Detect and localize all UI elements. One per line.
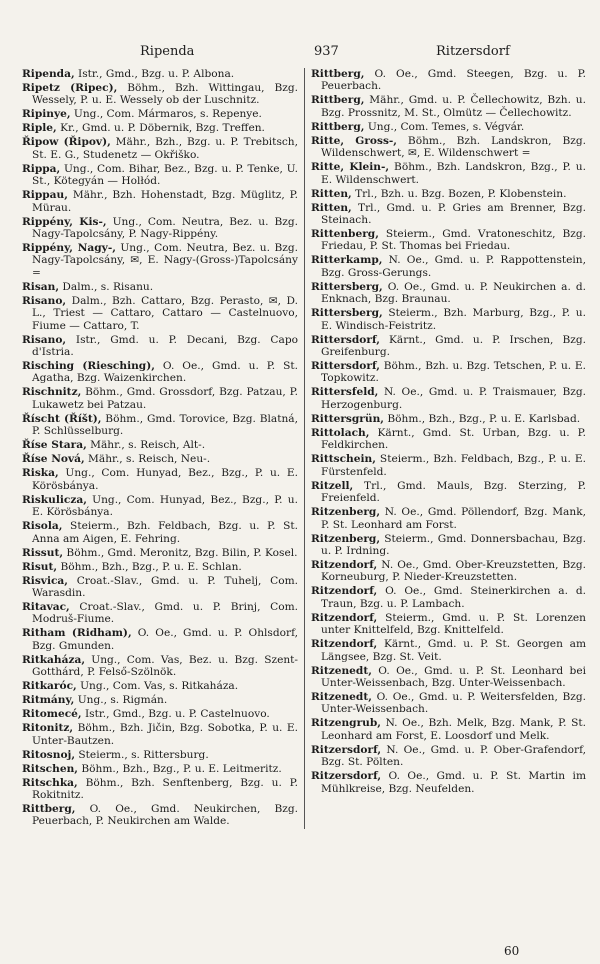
entry-headword: Risano, xyxy=(22,333,67,346)
gazetteer-entry xyxy=(311,254,586,279)
gazetteer-entry xyxy=(22,520,298,545)
entry-headword: Ritzenedt, xyxy=(311,690,372,703)
entry-headword: Rittersgrün, xyxy=(311,412,384,425)
entry-description: O. Oe., Gmd. Neukirchen, Bzg. Peuerbach, P. Neukirchen am Walde. xyxy=(32,802,298,828)
gazetteer-entry xyxy=(22,803,298,828)
entry-headword: Riska, xyxy=(22,467,59,480)
gazetteer-entry xyxy=(311,386,586,411)
gazetteer-entry xyxy=(311,480,586,505)
entry-headword: Ritten, xyxy=(311,187,352,200)
right-column xyxy=(304,68,586,829)
entry-headword: Rittolach, xyxy=(311,426,370,439)
entry-headword: Ritzersdorf, xyxy=(311,743,382,756)
entry-description: N. Oe., Gmd. Pöllendorf, Bzg. Mank, P. St. Leonhard am Forst. xyxy=(321,506,586,531)
entry-headword: Ritten, xyxy=(311,201,352,214)
entry-headword: Ritzendorf, xyxy=(311,558,378,571)
gazetteer-entry xyxy=(22,694,298,706)
entry-description: Böhm., Bzh. Wittingau, Bzg. Wessely, P. u. E. Wessely ob der Luschnitz. xyxy=(32,82,298,107)
entry-description: Ung., Com. Hunyad, Bez., Bzg., P. u. E. Körösbánya. xyxy=(32,493,298,519)
gazetteer-entry xyxy=(311,585,586,610)
entry-description: Mähr., Bzh. Hohenstadt, Bzg. Müglitz, P. Mürau. xyxy=(32,189,298,214)
gazetteer-entry xyxy=(311,188,586,200)
entry-description: O. Oe., Gmd. u. P. St. Martin im Mühlkreise, Bzg. Neufelden. xyxy=(321,770,586,795)
entry-description: Steierm., Bzh. Marburg, Bzg., P. u. E. Windisch-Feistritz. xyxy=(321,307,586,332)
entry-headword: Ritschen, xyxy=(22,762,78,775)
gazetteer-entry xyxy=(22,494,298,519)
gazetteer-entry xyxy=(311,453,586,478)
entry-headword: Rippény, Kis-, xyxy=(22,215,107,228)
entry-headword: Risano, xyxy=(22,294,67,307)
gazetteer-entry xyxy=(22,749,298,761)
entry-headword: Ritterkamp, xyxy=(311,254,383,267)
entry-headword: Ritavac, xyxy=(22,600,70,613)
gazetteer-entry xyxy=(22,189,298,214)
gazetteer-entry xyxy=(311,770,586,795)
entry-description: Trl., Bzh. u. Bzg. Bozen, P. Klobenstein. xyxy=(351,187,567,200)
entry-description: Ung., Com. Neutra, Bez. u. Bzg. Nagy-Tapolcsány, ✉, E. Nagy-(Gross-)Tapolcsány = xyxy=(32,242,298,279)
gazetteer-entry xyxy=(311,94,586,119)
gazetteer-entry xyxy=(22,777,298,802)
entry-headword: Rippény, Nagy-, xyxy=(22,242,116,255)
entry-description: Steierm., Gmd. Donnersbachau, Bzg. u. P. Irdning. xyxy=(321,532,586,557)
entry-description: Böhm., Bzh., Bzg., P. u. E. Karlsbad. xyxy=(383,412,581,425)
gazetteer-entry xyxy=(311,427,586,452)
entry-description: Böhm., Bzh., Bzg., P. u. E. Schlan. xyxy=(57,560,242,573)
entry-headword: Ritosnoj, xyxy=(22,748,76,761)
entry-description: Böhm., Gmd. Torovice, Bzg. Blatná, P. Schlüsselburg. xyxy=(32,412,298,438)
entry-headword: Risvica, xyxy=(22,574,68,587)
entry-description: O. Oe., Gmd. u. P. St. Leonhard bei Unter-Weissenbach, Bzg. Unter-Weissenbach. xyxy=(321,664,586,689)
gazetteer-entry xyxy=(22,680,298,692)
gazetteer-entry xyxy=(22,334,298,359)
gazetteer-entry xyxy=(22,439,298,451)
entry-description: Trl., Gmd. u. P. Gries am Brenner, Bzg. Steinach. xyxy=(321,201,586,227)
header-first-entry: Ripenda xyxy=(140,44,195,59)
gazetteer-entry xyxy=(22,216,298,241)
entry-headword: Řipow (Řipov), xyxy=(22,136,111,149)
gazetteer-entry xyxy=(22,163,298,188)
gazetteer-entry xyxy=(311,638,586,663)
gazetteer-entry xyxy=(311,334,586,359)
entry-description: Trl., Gmd. Mauls, Bzg. Sterzing, P. Freienfeld. xyxy=(321,479,586,505)
entry-headword: Rischnitz, xyxy=(22,386,82,399)
gazetteer-entry xyxy=(22,708,298,720)
entry-description: Steierm., s. Rittersburg. xyxy=(75,748,209,761)
entry-description: N. Oe., Gmd. Ober-Kreuzstetten, Bzg. Korneuburg, P. Nieder-Kreuzstetten. xyxy=(321,558,586,584)
entry-headword: Risching (Riesching), xyxy=(22,360,155,373)
entry-headword: Ritschka, xyxy=(22,776,78,789)
gazetteer-entry xyxy=(311,691,586,716)
entry-headword: Risut, xyxy=(22,560,58,573)
entry-headword: Ritte, Gross-, xyxy=(311,134,397,147)
entry-headword: Rissut, xyxy=(22,546,64,559)
gazetteer-entry xyxy=(22,575,298,600)
entry-description: Böhm., Gmd. Meronitz, Bzg. Bilin, P. Kosel. xyxy=(63,546,298,559)
gazetteer-entry xyxy=(311,744,586,769)
entry-headword: Ritzengrub, xyxy=(311,717,381,730)
entry-headword: Ritzell, xyxy=(311,479,354,492)
entry-description: N. Oe., Gmd. u. P. Ober-Grafendorf, Bzg. St. Pölten. xyxy=(321,743,586,769)
entry-description: O. Oe., Gmd. u. P. Ohlsdorf, Bzg. Gmunden. xyxy=(32,627,298,652)
entry-headword: Ritzenberg, xyxy=(311,506,381,519)
running-header xyxy=(22,44,586,68)
entry-headword: Rittersdorf, xyxy=(311,333,380,346)
entry-headword: Rittberg, xyxy=(22,802,76,815)
entry-headword: Ripinye, xyxy=(22,108,71,121)
entry-description: O. Oe., Gmd. Steegen, Bzg. u. P. Peuerbach. xyxy=(321,68,586,93)
entry-description: Dalm., Bzh. Cattaro, Bzg. Perasto, ✉, D. L., Triest — Cattaro, Cattaro — Castelnuovo, Fiume — Cattaro, T. xyxy=(32,294,298,332)
entry-description: Ung., Com. Temes, s. Végvár. xyxy=(364,120,525,133)
entry-headword: Risola, xyxy=(22,520,63,533)
gazetteer-entry xyxy=(311,533,586,558)
gazetteer-entry xyxy=(311,413,586,425)
entry-description: Steierm., Bzh. Feldbach, Bzg., P. u. E. Fürstenfeld. xyxy=(321,453,586,478)
entry-description: Steierm., Bzh. Feldbach, Bzg. u. P. St. Anna am Aigen, E. Fehring. xyxy=(32,520,298,545)
gazetteer-entry xyxy=(22,453,298,465)
entry-headword: Ritomecé, xyxy=(22,708,82,721)
entry-description: Mähr., Bzh., Bzg. u. P. Trebitsch, St. E. G., Studenetz — Okřiško. xyxy=(32,136,298,161)
entry-headword: Ritzenedt, xyxy=(311,664,372,677)
entry-headword: Ripenda, xyxy=(22,68,75,80)
entry-headword: Riple, xyxy=(22,122,57,135)
entry-headword: Ritzendorf, xyxy=(311,638,378,651)
gazetteer-entry xyxy=(22,763,298,775)
entry-headword: Rittberg, xyxy=(311,68,365,80)
entry-description: O. Oe., Gmd. u. P. Weitersfelden, Bzg. Unter-Weissenbach. xyxy=(321,690,586,716)
entry-description: Ung., Com. Neutra, Bez. u. Bzg. Nagy-Tapolcsány, P. Nagy-Rippény. xyxy=(32,215,298,241)
gazetteer-entry xyxy=(22,561,298,573)
entry-description: Kärnt., Gmd. u. P. St. Georgen am Längsee, Bzg. St. Veit. xyxy=(321,638,586,663)
gazetteer-entry xyxy=(22,82,298,107)
gazetteer-entry xyxy=(311,612,586,637)
entry-description: Böhm., Bzh. Jičin, Bzg. Sobotka, P. u. E. Unter-Bautzen. xyxy=(32,722,298,747)
entry-headword: Rittenberg, xyxy=(311,228,379,241)
entry-description: Böhm., Gmd. Grossdorf, Bzg. Patzau, P. Lukawetz bei Patzau. xyxy=(32,386,298,411)
entry-description: Böhm., Bzh., Bzg., P. u. E. Leitmeritz. xyxy=(77,762,282,775)
header-last-entry: Ritzersdorf xyxy=(436,44,510,59)
gazetteer-entry xyxy=(311,228,586,253)
gazetteer-entry xyxy=(22,108,298,120)
gazetteer-entry xyxy=(22,242,298,279)
gazetteer-entry xyxy=(311,506,586,531)
gazetteer-entry xyxy=(22,413,298,438)
entry-headword: Ritham (Ridham), xyxy=(22,627,132,640)
entry-description: Kärnt., Gmd. u. P. Irschen, Bzg. Greifenburg. xyxy=(321,333,586,359)
gazetteer-entry xyxy=(311,360,586,385)
entry-description: Böhm., Bzh. Landskron, Bzg. Wildenschwert, ✉, E. Wildenschwert = xyxy=(321,134,586,160)
gazetteer-entry xyxy=(22,654,298,679)
left-column xyxy=(22,68,304,829)
entry-description: Böhm., Bzh. Landskron, Bzg., P. u. E. Wildenschwert. xyxy=(321,161,586,186)
entry-description: Istr., Gmd. u. P. Decani, Bzg. Capo d'Istria. xyxy=(32,333,298,359)
gazetteer-entry xyxy=(311,717,586,742)
entry-description: Croat.-Slav., Gmd. u. P. Brinj, Com. Modruš-Fiume. xyxy=(32,600,298,626)
entry-description: N. Oe., Gmd. u. P. Traismauer, Bzg. Herzogenburg. xyxy=(321,386,586,411)
entry-headword: Ritzendorf, xyxy=(311,611,378,624)
entry-description: Steierm., Gmd. Vratoneschitz, Bzg. Friedau, P. St. Thomas bei Friedau. xyxy=(321,228,586,253)
entry-headword: Risan, xyxy=(22,280,60,293)
entry-headword: Rittschein, xyxy=(311,453,376,466)
entry-headword: Ritte, Klein-, xyxy=(311,161,390,174)
page-number: 937 xyxy=(314,44,339,59)
entry-description: Böhm., Bzh. Senftenberg, Bzg. u. P. Rokitnitz. xyxy=(32,776,298,801)
gazetteer-entry xyxy=(22,722,298,747)
entry-headword: Ritzendorf, xyxy=(311,585,378,598)
entry-headword: Ritkaháza, xyxy=(22,653,86,666)
entry-headword: Riskulicza, xyxy=(22,493,87,506)
entry-description: Kärnt., Gmd. St. Urban, Bzg. u. P. Feldkirchen. xyxy=(321,426,586,452)
gazetteer-entry xyxy=(22,547,298,559)
entry-description: Mähr., s. Reisch, Alt-. xyxy=(86,439,206,452)
signature-mark: 60 xyxy=(504,944,520,958)
entry-description: Istr., Gmd., Bzg. u. P. Castelnuovo. xyxy=(81,708,270,721)
entry-headword: Rittersfeld, xyxy=(311,386,379,399)
entry-description: Ung., Com. Bihar, Bez., Bzg. u. P. Tenke, U. St., Kötegyán — Holłód. xyxy=(32,162,298,188)
entry-headword: Říscht (Říšt), xyxy=(22,412,102,425)
entry-description: Croat.-Slav., Gmd. u. P. Tuhelj, Com. Warasdin. xyxy=(32,574,298,599)
entry-description: Mähr., s. Reisch, Neu-. xyxy=(84,453,211,466)
gazetteer-entry xyxy=(311,135,586,160)
entry-columns xyxy=(22,68,586,829)
gazetteer-entry xyxy=(311,202,586,227)
entry-description: Böhm., Bzh. u. Bzg. Tetschen, P. u. E. Topkowitz. xyxy=(321,360,586,385)
entry-description: Dalm., s. Risanu. xyxy=(59,280,154,293)
gazetteer-entry xyxy=(22,601,298,626)
gazetteer-entry xyxy=(22,360,298,385)
gazetteer-entry xyxy=(311,161,586,186)
gazetteer-entry xyxy=(22,122,298,134)
gazetteer-entry xyxy=(22,627,298,652)
entry-description: Ung., Com. Hunyad, Bez., Bzg., P. u. E. Körösbánya. xyxy=(32,467,298,492)
entry-headword: Rittersberg, xyxy=(311,307,383,320)
gazetteer-entry xyxy=(311,559,586,584)
entry-description: Ung., Com. Mármaros, s. Repenye. xyxy=(70,108,262,121)
gazetteer-entry xyxy=(22,295,298,332)
entry-description: Ung., Com. Vas, Bez. u. Bzg. Szent-Gotthárd, P. Felső-Szölnök. xyxy=(32,653,298,679)
entry-headword: Ritonitz, xyxy=(22,722,74,735)
entry-description: O. Oe., Gmd. u. P. St. Agatha, Bzg. Waizenkirchen. xyxy=(32,360,298,385)
gazetteer-entry xyxy=(311,121,586,133)
entry-headword: Ripetz (Ripec), xyxy=(22,82,118,94)
entry-headword: Rittberg, xyxy=(311,120,365,133)
entry-headword: Rippau, xyxy=(22,189,68,202)
entry-headword: Rittberg, xyxy=(311,94,365,107)
gazetteer-entry xyxy=(311,68,586,93)
entry-headword: Ritkaróc, xyxy=(22,680,77,693)
entry-headword: Rittersdorf, xyxy=(311,360,380,373)
gazetteer-entry xyxy=(22,386,298,411)
entry-description: N. Oe., Bzh. Melk, Bzg. Mank, P. St. Leonhard am Forst, E. Loosdorf und Melk. xyxy=(321,717,586,742)
gazetteer-entry xyxy=(311,665,586,690)
gazetteer-entry xyxy=(22,281,298,293)
entry-description: O. Oe., Gmd. Steinerkirchen a. d. Traun, Bzg. u. P. Lambach. xyxy=(321,585,586,610)
entry-description: Mähr., Gmd. u. P. Čellechowitz, Bzh. u. Bzg. Prossnitz, M. St., Olmütz — Čellechowitz. xyxy=(321,94,586,119)
entry-description: Istr., Gmd., Bzg. u. P. Albona. xyxy=(74,68,235,80)
gazetteer-entry xyxy=(22,467,298,492)
entry-description: Kr., Gmd. u. P. Döbernik, Bzg. Treffen. xyxy=(56,122,265,135)
entry-description: Ung., s. Rigmán. xyxy=(74,694,168,707)
entry-description: O. Oe., Gmd. u. P. Neukirchen a. d. Enknach, Bzg. Braunau. xyxy=(321,280,586,306)
entry-description: N. Oe., Gmd. u. P. Rappottenstein, Bzg. Gross-Gerungs. xyxy=(321,254,586,279)
entry-headword: Říse Stara, xyxy=(22,439,87,452)
gazetteer-entry xyxy=(22,136,298,161)
entry-description: Ung., Com. Vas, s. Ritkaháza. xyxy=(76,680,239,693)
entry-headword: Ritzersdorf, xyxy=(311,770,382,783)
entry-description: Steierm., Gmd. u. P. St. Lorenzen unter Knittelfeld, Bzg. Knittelfeld. xyxy=(321,611,586,637)
gazetteer-entry xyxy=(311,307,586,332)
entry-headword: Rittersberg, xyxy=(311,280,383,293)
gazetteer-entry xyxy=(22,68,298,80)
entry-headword: Rippa, xyxy=(22,162,61,175)
entry-headword: Ritzenberg, xyxy=(311,532,381,545)
gazetteer-entry xyxy=(311,281,586,306)
entry-headword: Říse Nová, xyxy=(22,453,85,466)
entry-headword: Ritmány, xyxy=(22,694,75,707)
